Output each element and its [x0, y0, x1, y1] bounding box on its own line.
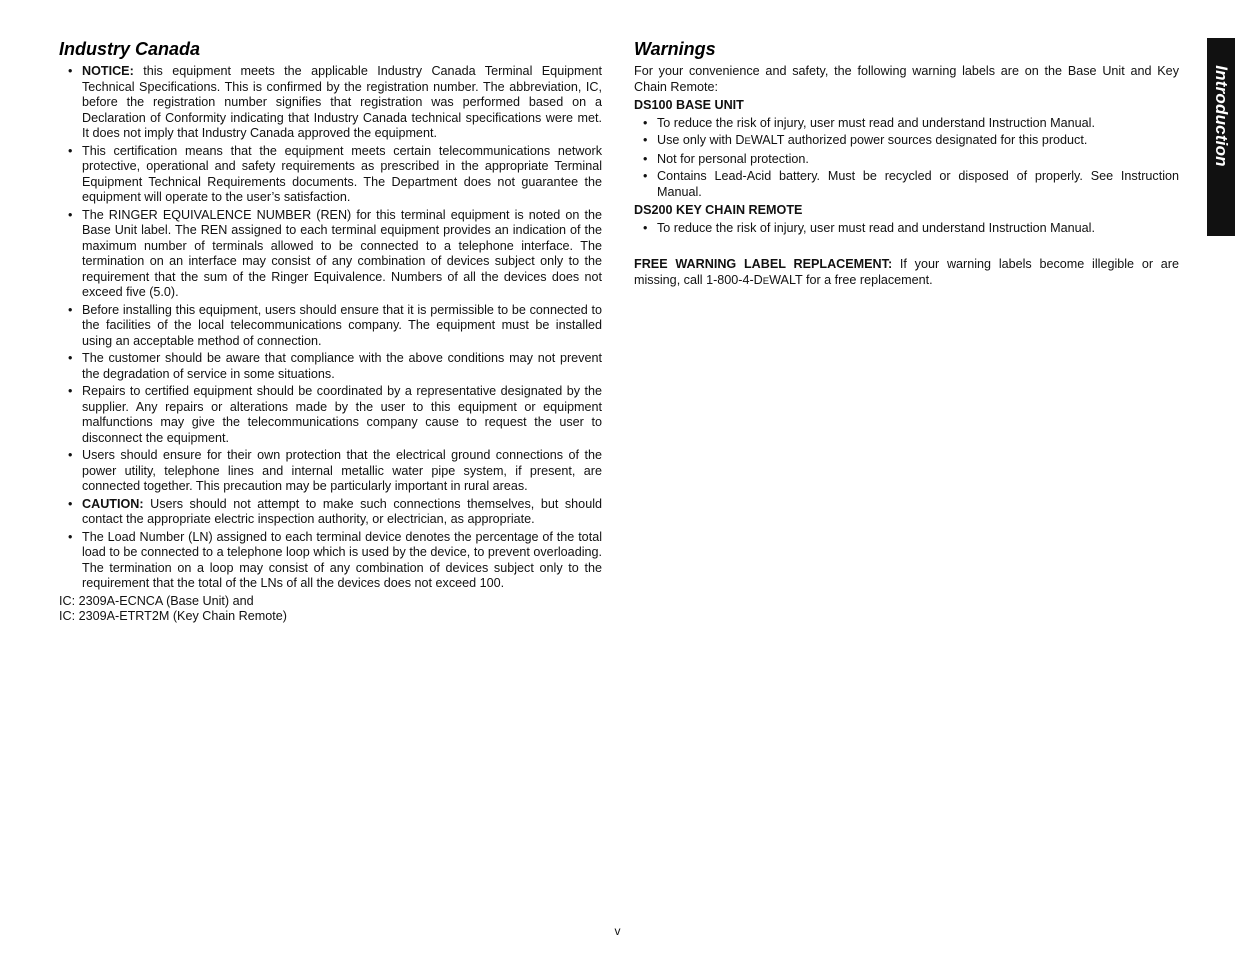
ic-number-base: IC: 2309A-ECNCA (Base Unit) and — [59, 593, 254, 608]
base-unit-heading: DS100 BASE UNIT — [634, 98, 744, 112]
page-number: v — [614, 924, 621, 938]
remote-list — [634, 221, 1179, 237]
list-item: • The customer should be aware that compliance with the above conditions may not prevent the degradation of service in some situations. — [68, 351, 602, 381]
warnings-section — [634, 38, 1179, 289]
list-item: • The Load Number (LN) assigned to each terminal device denotes the percentage of the total load to be connected to a telephone loop which is used by the device, to prevent overloading. The termination on a loop may consist of any combination of devices subject only to the requirement that the total of the LNs of all the devices does not exceed 100. — [68, 529, 602, 590]
section-tab — [1207, 38, 1235, 236]
free-label-paragraph: FREE WARNING LABEL REPLACEMENT: If your warning labels become illegible or are missing, call 1-800-4-DEWALT for a free replacement. — [634, 257, 1179, 287]
industry-canada-heading: Industry Canada — [59, 39, 201, 59]
warnings-heading: Warnings — [634, 39, 716, 59]
list-item: • To reduce the risk of injury, user must read and understand Instruction Manual. — [643, 115, 1095, 130]
list-item: • The RINGER EQUIVALENCE NUMBER (REN) for this terminal equipment is noted on the Base Unit label. The REN assigned to each terminal equipment provides an indication of the maximum number of terminals allowed to be connected to a telephone interface. The termination on an interface may consist of any combination of devices subject only to the requirement that the sum of the Ringer Equivalence. Numbers of all the devices does not exceed five (5.0). — [68, 207, 602, 299]
list-item: • Not for personal protection. — [643, 151, 809, 166]
list-item: • Use only with DEWALT authorized power sources designated for this product. — [643, 133, 1088, 147]
list-item: • To reduce the risk of injury, user must read and understand Instruction Manual. — [643, 220, 1095, 235]
list-item: • This certification means that the equipment meets certain telecommunications network protective, operational and safety requirements as prescribed in the appropriate Terminal Equipment Technical Requirements documents. The Department does not guarantee the equipment will operate to the user’s satisfaction. — [68, 143, 602, 204]
list-item: • Contains Lead-Acid battery. Must be recycled or disposed of properly. See Instruction Manual. — [643, 169, 1179, 199]
industry-canada-list — [59, 64, 602, 592]
ic-number-remote: IC: 2309A-ETRT2M (Key Chain Remote) — [59, 609, 287, 623]
base-unit-list — [634, 116, 1179, 201]
remote-heading: DS200 KEY CHAIN REMOTE — [634, 203, 803, 217]
list-item: • CAUTION: Users should not attempt to make such connections themselves, but should contact the appropriate electric inspection authority, or electrician, as appropriate. — [68, 496, 602, 526]
list-item: • Repairs to certified equipment should be coordinated by a representative designated by the supplier. Any repairs or alterations made by the user to this equipment or equipment malfunctions may give the telecommunications company cause to request the user to disconnect the equipment. — [68, 384, 602, 445]
industry-canada-section — [59, 38, 602, 625]
list-item: • NOTICE: this equipment meets the applicable Industry Canada Terminal Equipment Technical Specifications. This is confirmed by the registration number. The abbreviation, IC, before the registration number signifies that registration was performed based on a Declaration of Conformity indicating that Industry Canada technical specifications were met. It does not imply that Industry Canada approved the equipment. — [68, 64, 602, 140]
section-tab-label: Introduction — [1211, 65, 1231, 167]
list-item: • Users should ensure for their own protection that the electrical ground connections of the power utility, telephone lines and internal metallic water pipe system, if present, are connected together. This precaution may be particularly important in rural areas. — [68, 448, 602, 493]
list-item: • Before installing this equipment, users should ensure that it is permissible to be connected to the facilities of the local telecommunications company. The equipment must be installed using an acceptable method of connection. — [68, 302, 602, 348]
warnings-intro: For your convenience and safety, the following warning labels are on the Base Unit and Key Chain Remote: — [634, 64, 1179, 94]
